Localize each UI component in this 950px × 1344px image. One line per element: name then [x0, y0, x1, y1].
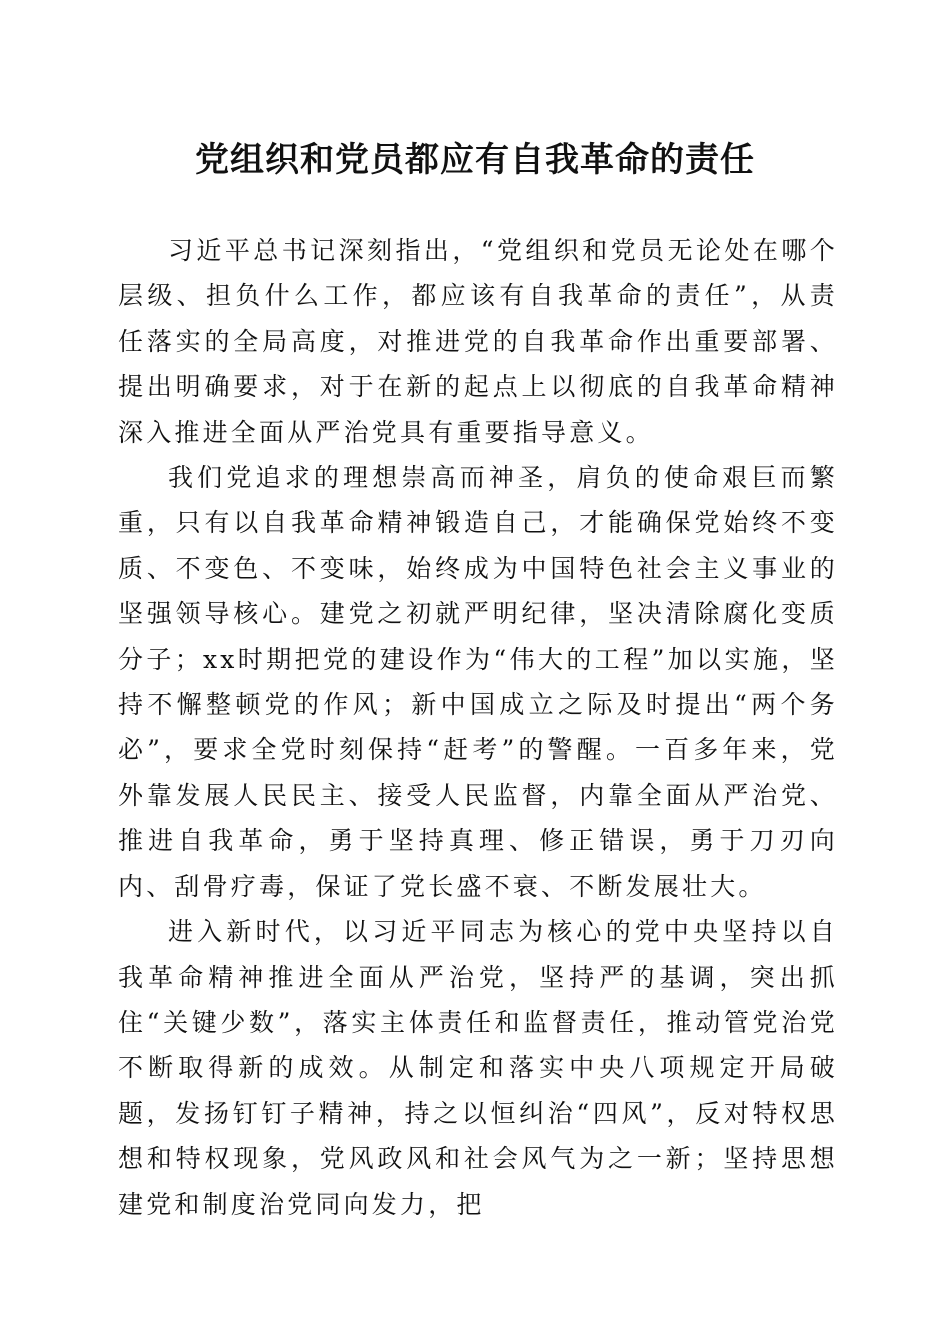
paragraph-3: 进入新时代，以习近平同志为核心的党中央坚持以自我革命精神推进全面从严治党，坚持严的基调，突出抓住“关键少数”，落实主体责任和监督责任，推动管党治党不断取得新的成效。从制定和落实中央八项规定开局破题，发扬钉钉子精神，持之以恒纠治“四风”，反对特权思想和特权现象，党风政风和社会风气为之一新；坚持思想建党和制度治党同向发力，把: [118, 917, 838, 1219]
document-title: 党组织和党员都应有自我革命的责任: [195, 140, 755, 180]
paragraph-2: 我们党追求的理想崇高而神圣，肩负的使命艰巨而繁重，只有以自我革命精神锻造自己，才能确保党始终不变质、不变色、不变味，始终成为中国特色社会主义事业的坚强领导核心。建党之初就严明纪律，坚决清除腐化变质分子；xx时期把党的建设作为“伟大的工程”加以实施，坚持不懈整顿党的作风；新中国成立之际及时提出“两个务必”，要求全党时刻保持“赶考”的警醒。一百多年来，党外靠发展人民民主、接受人民监督，内靠全面从严治党、推进自我革命，勇于坚持真理、修正错误，勇于刀刃向内、刮骨疗毒，保证了党长盛不衰、不断发展壮大。: [118, 463, 838, 901]
document-body: [118, 228, 838, 1227]
paragraph-1: 习近平总书记深刻指出，“党组织和党员无论处在哪个层级、担负什么工作，都应该有自我革命的责任”，从责任落实的全局高度，对推进党的自我革命作出重要部署、提出明确要求，对于在新的起点上以彻底的自我革命精神深入推进全面从严治党具有重要指导意义。: [118, 236, 838, 447]
